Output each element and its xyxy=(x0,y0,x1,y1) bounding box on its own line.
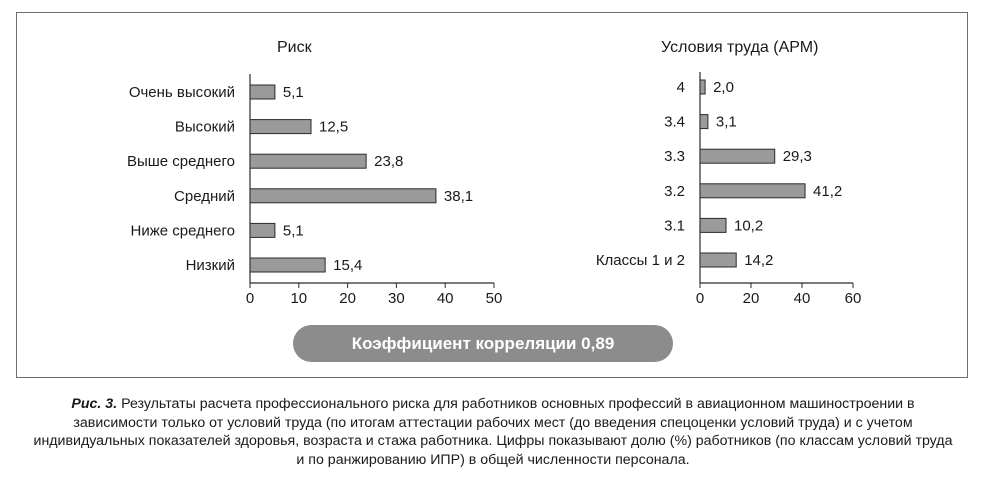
risk-value-label: 12,5 xyxy=(319,118,349,136)
caption-text: Результаты расчета профессионального риска для работников основных профессий в авиационном машиностроении в зависимости только от условий труда (по итогам аттестации рабочих мест (до введения спецоценки условий труда) и с учетом индивидуальных показателей здоровья, возраста и стажа работника. Цифры показывают долю (%) работников (по классам условий труда и по ранжированию ИПР) в общей численности персонала. xyxy=(33,396,953,468)
chart-title-conditions: Условия труда (АРМ) xyxy=(661,39,819,56)
risk-x-tick-label: 0 xyxy=(245,290,255,307)
risk-x-tick-label: 30 xyxy=(388,290,405,307)
risk-bar xyxy=(250,223,275,237)
risk-value-label: 23,8 xyxy=(374,153,404,171)
risk-bar xyxy=(250,154,366,168)
conditions-value-label: 41,2 xyxy=(813,182,843,200)
risk-bar-chart xyxy=(127,74,502,307)
risk-value-label: 38,1 xyxy=(443,187,474,205)
conditions-x-tick-label: 0 xyxy=(695,290,705,307)
risk-category-label: Высокий xyxy=(174,118,235,136)
risk-value-label: 5,1 xyxy=(282,84,304,101)
risk-x-tick-label: 20 xyxy=(339,290,356,307)
conditions-bar xyxy=(700,80,705,94)
conditions-value-label: 2,0 xyxy=(713,79,734,96)
risk-x-tick-label: 40 xyxy=(436,290,454,307)
conditions-x-tick-label: 40 xyxy=(793,290,811,307)
risk-category-label: Ниже среднего xyxy=(130,222,235,240)
risk-category-label: Очень высокий xyxy=(128,84,235,101)
conditions-bar xyxy=(700,184,805,198)
conditions-x-tick-label: 60 xyxy=(844,290,862,307)
conditions-category-label: Классы 1 и 2 xyxy=(595,252,685,269)
risk-bar xyxy=(250,120,311,134)
conditions-value-label: 29,3 xyxy=(782,148,812,166)
conditions-bar xyxy=(700,115,708,129)
risk-value-label: 5,1 xyxy=(282,222,304,240)
risk-category-label: Выше среднего xyxy=(126,153,235,171)
risk-category-label: Низкий xyxy=(185,257,235,274)
conditions-bar xyxy=(700,149,775,163)
figure-label: Рис. 3. xyxy=(71,396,118,412)
risk-value-label: 15,4 xyxy=(333,257,363,274)
chart-title-risk: Риск xyxy=(277,39,312,56)
correlation-badge xyxy=(293,325,673,362)
risk-bar xyxy=(250,85,275,99)
conditions-bar xyxy=(700,218,726,232)
figure-caption xyxy=(30,395,956,469)
conditions-category-label: 3.4 xyxy=(664,113,685,131)
correlation-text: Коэффициент корреляции 0,89 xyxy=(351,333,615,353)
conditions-value-label: 14,2 xyxy=(744,252,774,269)
conditions-category-label: 4 xyxy=(676,79,685,96)
conditions-x-tick-label: 20 xyxy=(742,290,760,307)
risk-bar xyxy=(250,189,436,203)
conditions-bar-chart xyxy=(596,72,862,307)
conditions-value-label: 10,2 xyxy=(734,217,764,235)
risk-x-tick-label: 50 xyxy=(485,290,503,307)
conditions-value-label: 3,1 xyxy=(715,113,737,131)
conditions-bar xyxy=(700,253,736,267)
risk-x-tick-label: 10 xyxy=(290,290,308,307)
risk-bar xyxy=(250,258,325,272)
conditions-category-label: 3.1 xyxy=(664,217,685,235)
risk-category-label: Средний xyxy=(174,187,235,205)
conditions-category-label: 3.2 xyxy=(664,182,685,200)
conditions-category-label: 3.3 xyxy=(664,148,685,166)
